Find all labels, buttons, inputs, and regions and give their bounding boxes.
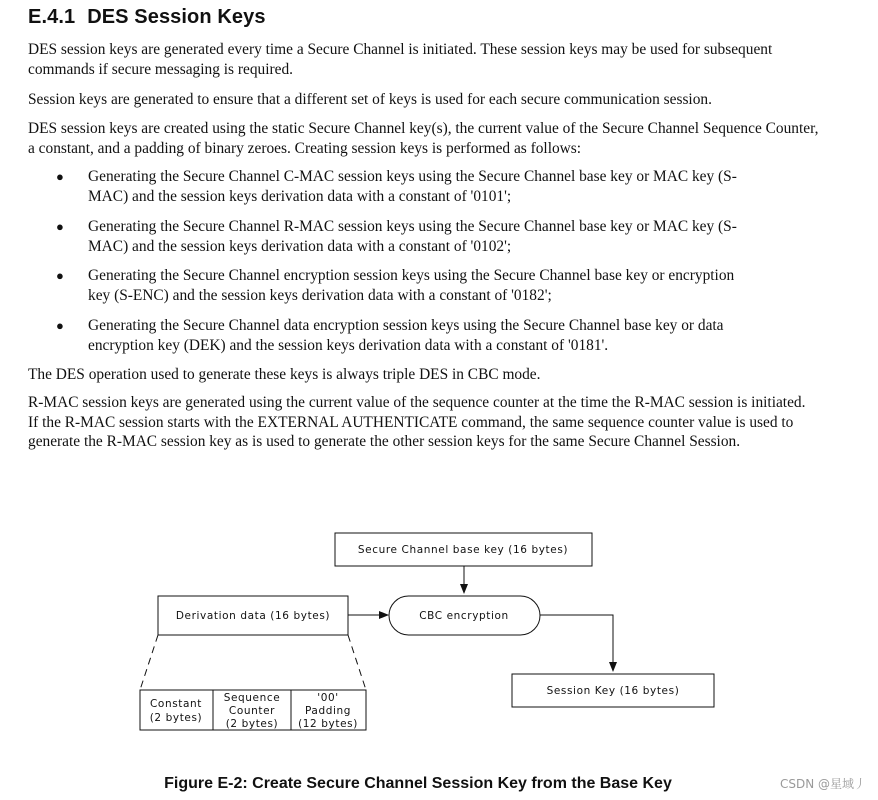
bullet-line: Generating the Secure Channel encryption session keys using the Secure Channel base key or encryption [88, 267, 735, 284]
sequence-label: Sequence [223, 692, 281, 704]
paragraph-purpose: Session keys are generated to ensure that a different set of keys is used for each secure communication session. [28, 91, 712, 108]
paragraph-creation: DES session keys are created using the static Secure Channel key(s), the current value of the Secure Channel Sequence Counter, a constant, and a padding of binary zeroes. Creating session keys is performed as follows: [28, 120, 819, 157]
bullet-line: key (S-ENC) and the session keys derivation data with a constant of '0182'; [88, 286, 552, 304]
paragraph-des-operation: The DES operation used to generate these keys is always triple DES in CBC mode. [28, 366, 541, 383]
output-arrow [540, 615, 613, 671]
bullet-icon: ● [56, 318, 64, 333]
padding-label: Padding [304, 705, 352, 717]
section-title: DES Session Keys [87, 6, 266, 28]
session-key-label: Session Key (16 bytes) [546, 685, 680, 697]
bullet-line: encryption key (DEK) and the session keys derivation data with a constant of '0181'. [88, 336, 609, 354]
bullet-icon: ● [56, 219, 64, 234]
bullet-line: Generating the Secure Channel C-MAC session keys using the Secure Channel base key or MAC key (S- [88, 168, 737, 185]
section-number: E.4.1 [28, 6, 76, 28]
sequence-label-2: Counter [228, 705, 276, 717]
bullet-icon: ● [56, 268, 64, 283]
constant-size: (2 bytes) [149, 712, 203, 724]
bullet-line: Generating the Secure Channel data encryption session keys using the Secure Channel base key or data [88, 317, 724, 334]
constant-field [140, 690, 213, 730]
base-key-label: Secure Channel base key (16 bytes) [357, 544, 569, 556]
paragraph-intro: DES session keys are generated every time a Secure Channel is initiated. These session keys may be used for subsequent commands if secure messaging is required. [28, 41, 773, 78]
constant-label: Constant [149, 698, 203, 710]
padding-value: '00' [317, 692, 339, 704]
bullet-line: Generating the Secure Channel R-MAC session keys using the Secure Channel base key or MAC key (S- [88, 218, 737, 235]
sequence-size: (2 bytes) [225, 718, 279, 730]
expansion-line-right [348, 635, 366, 690]
padding-size: (12 bytes) [298, 718, 358, 730]
derivation-data-label: Derivation data (16 bytes) [175, 610, 331, 622]
bullet-line: MAC) and the session keys derivation data with a constant of '0102'; [88, 237, 512, 255]
bullet-icon: ● [56, 169, 64, 184]
expansion-line-left [140, 635, 158, 690]
watermark: CSDN @星域丿 [779, 777, 866, 791]
paragraph-rmac: R-MAC session keys are generated using the current value of the sequence counter at the time the R-MAC session is initiated. If the R-MAC session starts with the EXTERNAL AUTHENTICATE command, the same sequence counter value is used to generate the R-MAC session key as is used to generate the other session keys for the same Secure Channel Session. [28, 394, 806, 450]
figure-caption: Figure E-2: Create Secure Channel Session Key from the Base Key [164, 775, 672, 792]
bullet-line: MAC) and the session keys derivation data with a constant of '0101'; [88, 187, 512, 205]
cbc-encryption-label: CBC encryption [419, 610, 509, 622]
